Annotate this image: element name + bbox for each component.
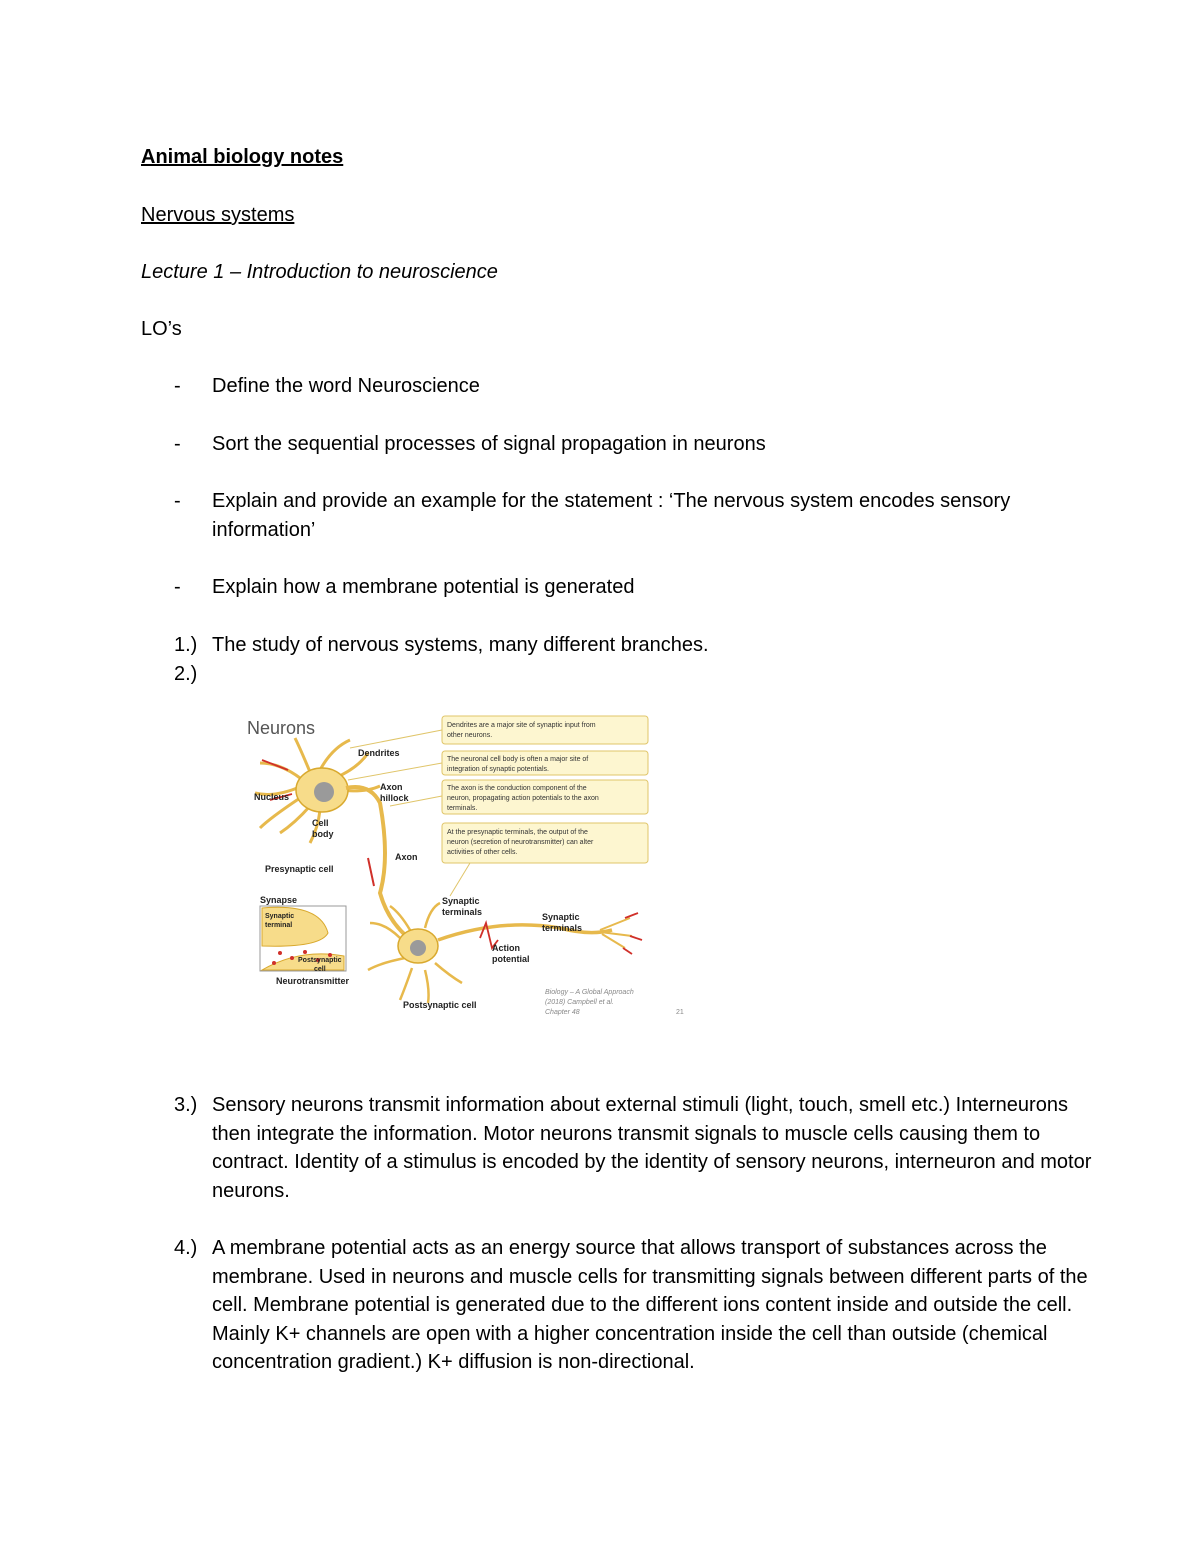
bullet-dash: - (174, 375, 181, 397)
neuron-diagram (240, 708, 690, 1028)
label-synaptic-terminal: terminal (265, 922, 293, 929)
section-heading: Nervous systems (141, 204, 295, 226)
item-number: 2.) (174, 663, 198, 685)
slide-number: 21 (676, 1009, 684, 1016)
signal-arrow (368, 858, 374, 886)
item-text: The study of nervous systems, many different branches. (212, 634, 709, 656)
callout-text: neuron, propagating action potentials to the axon (447, 795, 599, 802)
label-synaptic-terminals: Synaptic (542, 912, 580, 922)
nucleus-shape (314, 782, 334, 802)
item-number: 3.) (174, 1094, 198, 1116)
label-postsynaptic-cell: Postsynaptic cell (403, 1000, 477, 1010)
label-postsynaptic-inset: cell (314, 966, 326, 973)
callout-text: integration of synaptic potentials. (447, 766, 549, 773)
axon-shape (346, 787, 420, 946)
callout-text: At the presynaptic terminals, the output of the (447, 829, 588, 836)
label-presynaptic-cell: Presynaptic cell (265, 864, 334, 874)
bullet-dash: - (174, 433, 181, 455)
objective-item: Explain and provide an example for the statement : ‘The nervous system encodes sensory information’ (212, 490, 1011, 541)
objective-item: Sort the sequential processes of signal propagation in neurons (212, 433, 766, 455)
label-synapse: Synapse (260, 895, 298, 905)
callout-text: terminals. (447, 805, 478, 812)
label-synaptic-terminals: terminals (542, 923, 583, 933)
document-title: Animal biology notes (141, 146, 344, 168)
label-dendrites: Dendrites (358, 748, 400, 758)
callout-text: The axon is the conduction component of the (447, 785, 587, 792)
objective-item: Define the word Neuroscience (212, 375, 480, 397)
label-cell-body: Cell (312, 818, 329, 828)
lecture-heading: Lecture 1 – Introduction to neuroscience (141, 261, 498, 283)
learning-objectives-heading: LO’s (141, 318, 182, 340)
callout-text: activities of other cells. (447, 849, 518, 856)
bullet-dash: - (174, 490, 181, 512)
label-nucleus: Nucleus (254, 792, 290, 802)
label-synaptic-terminal: Synaptic (265, 913, 295, 920)
label-synaptic-terminals: Synaptic (442, 896, 480, 906)
label-neurotransmitter: Neurotransmitter (276, 976, 350, 986)
callout-text: The neuronal cell body is often a major site of (447, 756, 589, 763)
label-axon-hillock: Axon (380, 782, 403, 792)
citation-text: Chapter 48 (545, 1009, 580, 1016)
callout-text: neuron (secretion of neurotransmitter) can alter (447, 839, 594, 846)
callout-text: Dendrites are a major site of synaptic input from (447, 722, 596, 729)
item-number: 1.) (174, 634, 198, 656)
callout-box (442, 716, 648, 744)
postsynaptic-neuron (368, 903, 642, 1003)
label-postsynaptic-inset: Postsynaptic (298, 957, 342, 964)
label-action-potential: potential (492, 954, 530, 964)
label-axon-hillock: hillock (380, 793, 409, 803)
neuron-diagram-svg (240, 708, 690, 1028)
item-number: 4.) (174, 1237, 198, 1259)
label-synaptic-terminals: terminals (442, 907, 483, 917)
callout-text: other neurons. (447, 732, 493, 739)
citation-text: Biology – A Global Approach (545, 989, 634, 996)
label-action-potential: Action (492, 943, 520, 953)
item-text: Sensory neurons transmit information about external stimuli (light, touch, smell etc.) Interneurons then integrate the information. Motor neurons transmit signals to muscle cells causing them to contract. Identity of a stimulus is encoded by the identity of sensory neurons, interneuron and motor neurons. (212, 1094, 1092, 1202)
figure-title: Neurons (247, 718, 316, 738)
label-cell-body: body (312, 829, 334, 839)
label-axon: Axon (395, 852, 418, 862)
citation-text: (2018) Campbell et al. (545, 999, 614, 1006)
item-text: A membrane potential acts as an energy source that allows transport of substances across the membrane. Used in neurons and muscle cells for transmitting signals between different parts of the cell. Membrane potential is generated due to the different ions content inside and outside the cell. Mainly K+ channels are open with a higher concentration inside the cell than outside (chemical concentration gradient.) K+ diffusion is non-directional. (212, 1237, 1088, 1373)
objective-item: Explain how a membrane potential is generated (212, 576, 635, 598)
bullet-dash: - (174, 576, 181, 598)
